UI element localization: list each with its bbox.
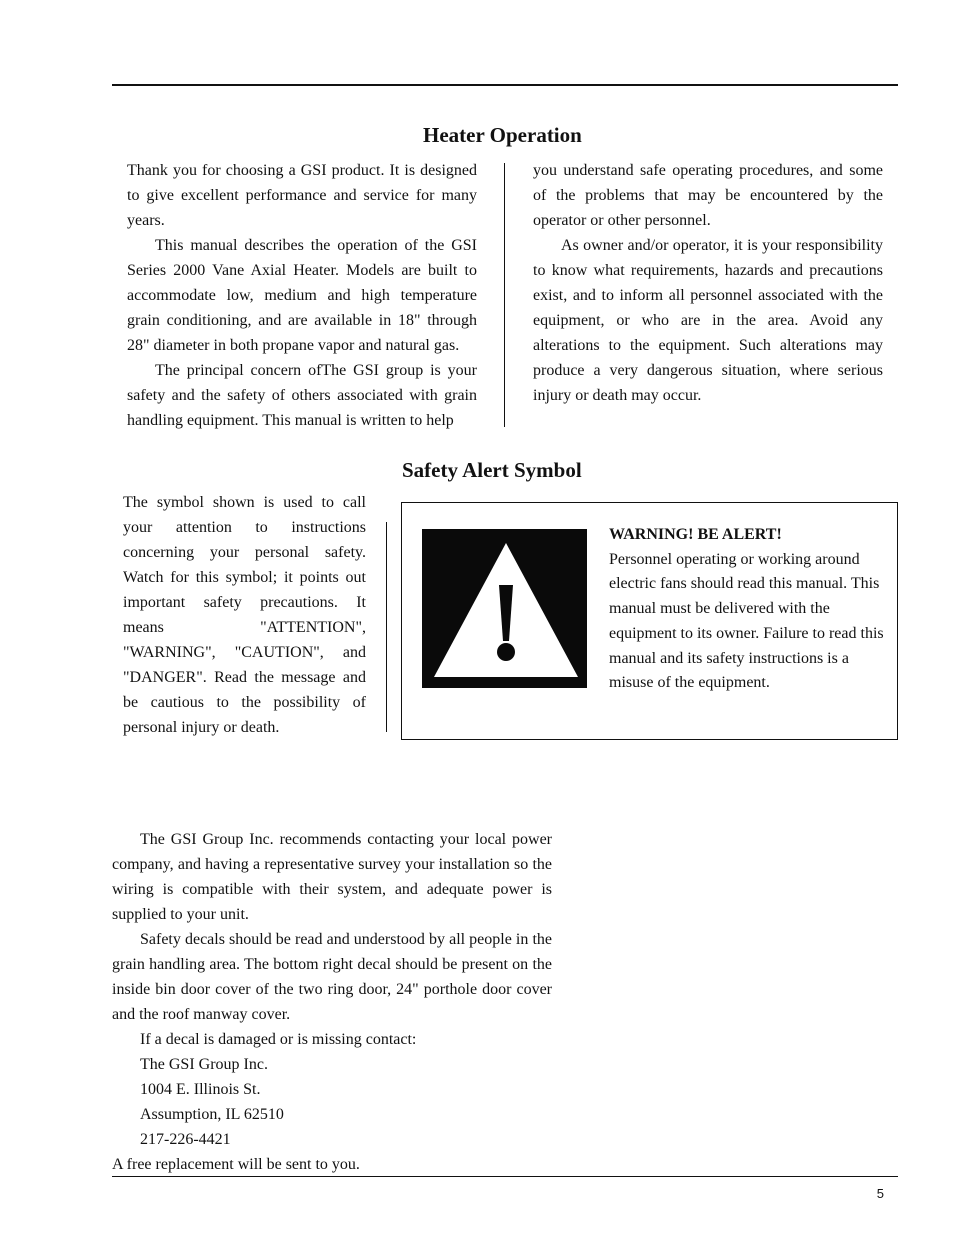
safety-decals-paragraph: Safety decals should be read and understood by all people in the grain handling area. The bottom right decal should be present on the inside bin door cover of the two ring door, 24" porthole door cover and the roof manway cover. [112, 931, 552, 1023]
page-number: 5 [876, 1186, 884, 1201]
warning-heading: WARNING! BE ALERT! [609, 526, 782, 543]
bottom-rule [112, 1176, 898, 1177]
column-divider [504, 163, 505, 427]
warning-text [609, 523, 889, 696]
address-street: 1004 E. Illinois St. [140, 1081, 261, 1098]
top-rule [112, 84, 898, 86]
contact-address [112, 1052, 552, 1152]
safety-symbol-description [123, 490, 366, 740]
intro-left-column [127, 158, 477, 433]
warning-body: Personnel operating or working around electric fans should read this manual. This manual must be delivered with the equipment to its owner. Failure to read this manual and its safety instructions is a misuse of the equipment. [609, 550, 884, 692]
intro-paragraph-1: Thank you for choosing a GSI product. It is designed to give excellent performance and service for many years. [127, 162, 477, 229]
intro-paragraph-4: you understand safe operating procedures, and some of the problems that may be encountered by the operator or other personnel. [533, 162, 883, 229]
intro-paragraph-3: The principal concern ofThe GSI group is your safety and the safety of others associated with grain handling equipment. This manual is written to help [127, 362, 477, 429]
section-title-heater-operation: Heater Operation [423, 123, 582, 147]
address-company: The GSI Group Inc. [140, 1056, 268, 1073]
replacement-note: A free replacement will be sent to you. [112, 1156, 360, 1173]
decal-information [112, 827, 552, 1177]
power-company-paragraph: The GSI Group Inc. recommends contacting your local power company, and having a representative survey your installation so the wiring is compatible with their system, and adequate power is supplied to your unit. [112, 831, 552, 923]
section-title-safety-alert: Safety Alert Symbol [402, 458, 582, 482]
address-phone: 217-226-4421 [140, 1131, 231, 1148]
decal-contact-paragraph: If a decal is damaged or is missing contact: [140, 1031, 417, 1048]
address-city: Assumption, IL 62510 [140, 1106, 284, 1123]
intro-right-column [533, 158, 883, 408]
intro-paragraph-2: This manual describes the operation of the GSI Series 2000 Vane Axial Heater. Models are built to accommodate low, medium and high temperature grain conditioning, and are available in 18" through 28" diameter in both propane vapor and natural gas. [127, 237, 477, 354]
safety-divider [386, 522, 387, 732]
warning-triangle-icon [422, 529, 587, 688]
safety-symbol-text: The symbol shown is used to call your attention to instructions concerning your personal safety. Watch for this symbol; it points out important safety precautions. It means "ATTENTION", "WARNING", "CAUTION", and "DANGER". Read the message and be cautious to the possibility of personal injury or death. [123, 494, 366, 736]
intro-paragraph-5: As owner and/or operator, it is your responsibility to know what requirements, hazards and precautions exist, and to inform all personnel associated with the equipment, or who are in the area. Avoid any alterations to the equipment. Such alterations may produce a very dangerous situation, where serious injury or death may occur. [533, 237, 883, 404]
